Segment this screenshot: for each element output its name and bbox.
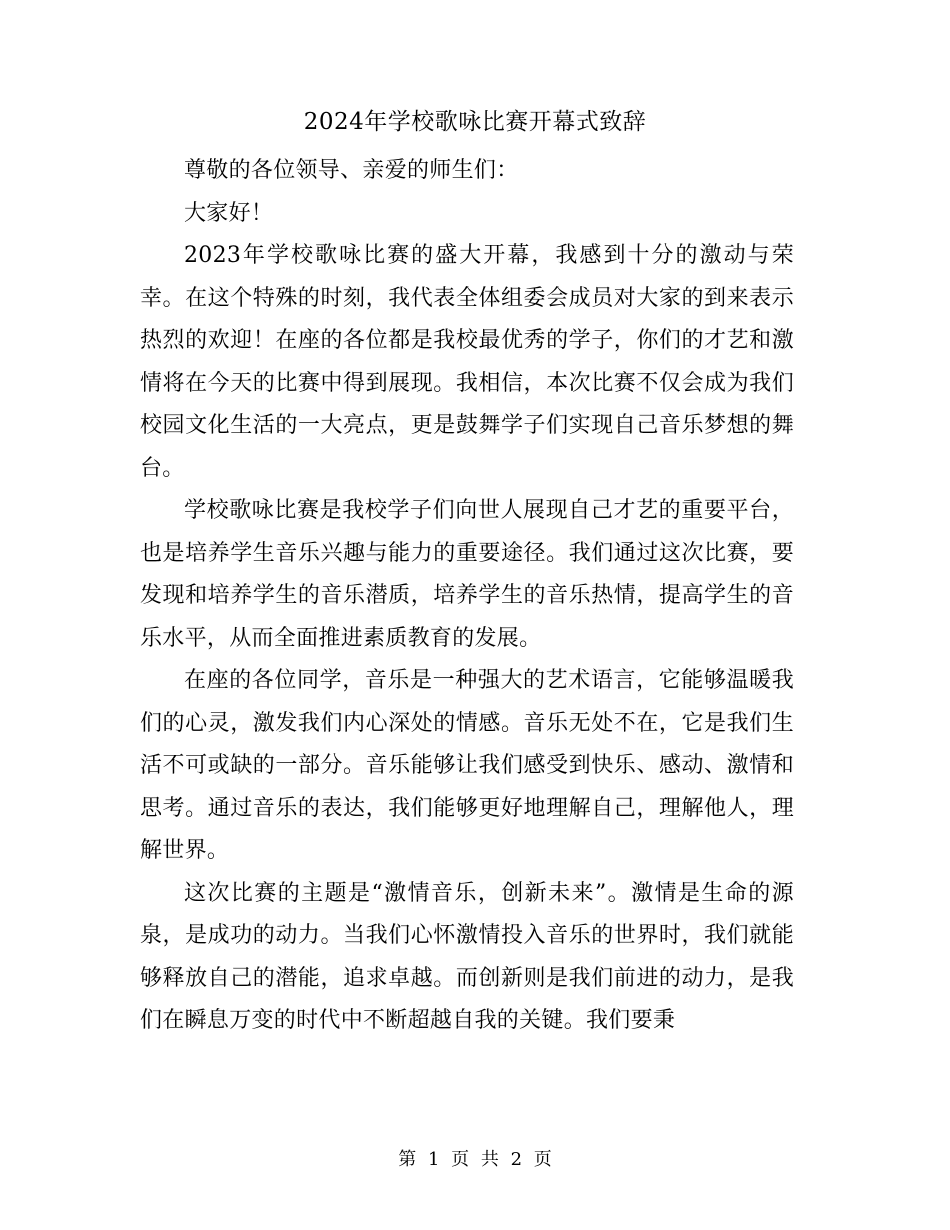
body-paragraph: 在座的各位同学，音乐是一种强大的艺术语言，它能够温暖我们的心灵，激发我们内心深处的情感。音乐无处不在，它是我们生活不可或缺的一部分。音乐能够让我们感受到快乐、感动、激情和思考。通过音乐的表达，我们能够更好地理解自己，理解他人，理解世界。 <box>140 668 794 863</box>
body-paragraph: 2023年学校歌咏比赛的盛大开幕，我感到十分的激动与荣幸。在这个特殊的时刻，我代表全体组委会成员对大家的到来表示热烈的欢迎！在座的各位都是我校最优秀的学子，你们的才艺和激情将在今天的比赛中得到展现。我相信，本次比赛不仅会成为我们校园文化生活的一大亮点，更是鼓舞学子们实现自己音乐梦想的舞台。 <box>140 243 794 481</box>
body-paragraph: 这次比赛的主题是“激情音乐，创新未来”。激情是生命的源泉，是成功的动力。当我们心怀激情投入音乐的世界时，我们就能够释放自己的潜能，追求卓越。而创新则是我们前进的动力，是我们在瞬息万变的时代中不断超越自我的关键。我们要秉 <box>140 880 794 1033</box>
greeting-paragraph: 大家好！ <box>184 200 274 226</box>
document-body <box>140 150 794 1043</box>
document-title: 2024年学校歌咏比赛开幕式致辞 <box>303 109 647 135</box>
page-indicator: 第 1 页 共 2 页 <box>398 1149 552 1170</box>
body-paragraph: 学校歌咏比赛是我校学子们向世人展现自己才艺的重要平台，也是培养学生音乐兴趣与能力的重要途径。我们通过这次比赛，要发现和培养学生的音乐潜质，培养学生的音乐热情，提高学生的音乐水平，从而全面推进素质教育的发展。 <box>140 498 794 651</box>
salutation-paragraph: 尊敬的各位领导、亲爱的师生们： <box>184 158 519 183</box>
